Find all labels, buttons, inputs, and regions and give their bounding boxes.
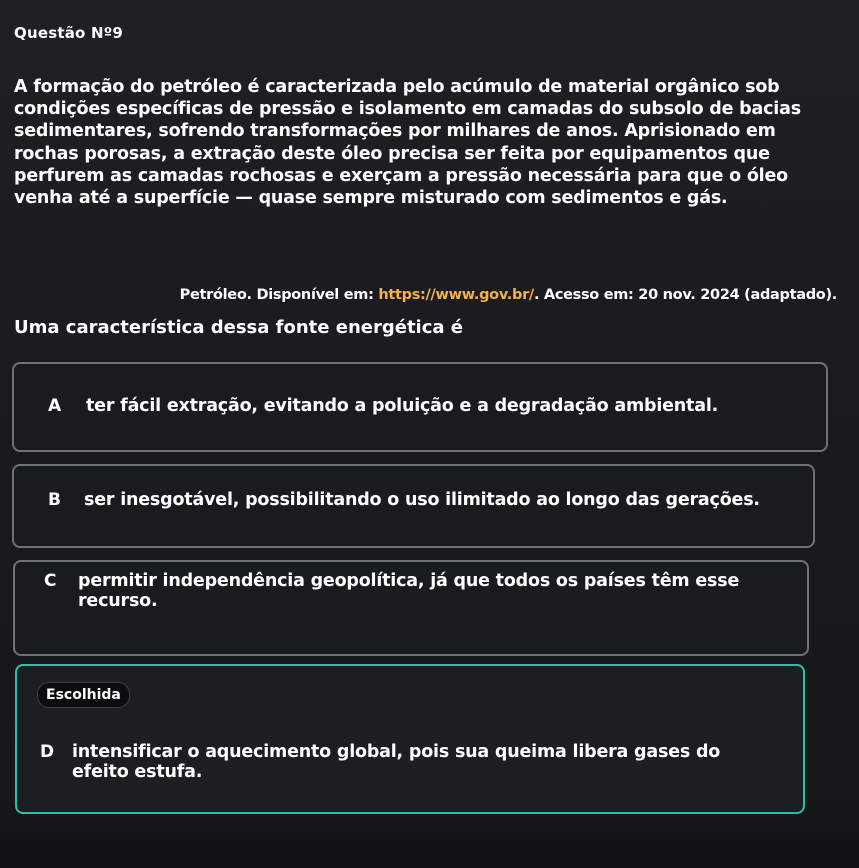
question-prompt: Uma característica dessa fonte energética é	[14, 317, 464, 338]
answer-option-b[interactable]	[12, 464, 815, 548]
option-letter: A	[48, 396, 62, 416]
source-suffix: . Acesso em: 20 nov. 2024 (adaptado).	[533, 287, 837, 303]
option-text: permitir independência geopolítica, já que todos os países têm esse recurso.	[78, 571, 740, 611]
selected-badge: Escolhida	[37, 682, 130, 708]
answer-option-c[interactable]	[13, 560, 809, 656]
answer-option-d-selected[interactable]	[15, 664, 805, 814]
option-letter: C	[44, 571, 57, 591]
option-letter: D	[40, 742, 55, 762]
question-passage: A formação do petróleo é caracterizada pelo acúmulo de material orgânico sob condições específicas de pressão e isolamento em camadas do subsolo de bacias sedimentares, sofrendo transformações por milhares de anos. Aprisionado em rochas porosas, a extração deste óleo precisa ser feita por equipamentos que perfurem as camadas rochosas e exerçam a pressão necessária para que o óleo venha até a superfície — quase sempre misturado com sedimentos e gás.	[14, 77, 801, 209]
option-letter: B	[48, 490, 61, 510]
option-text: ser inesgotável, possibilitando o uso ilimitado ao longo das gerações.	[84, 490, 760, 510]
option-text: ter fácil extração, evitando a poluição e a degradação ambiental.	[86, 396, 719, 416]
answer-option-a[interactable]	[12, 362, 828, 452]
source-prefix: Petróleo. Disponível em:	[179, 287, 379, 303]
source-link[interactable]: https://www.gov.br/	[378, 287, 534, 303]
passage-source	[180, 287, 837, 303]
question-title: Questão Nº9	[14, 24, 124, 42]
option-text: intensificar o aquecimento global, pois sua queima libera gases do efeito estufa.	[72, 742, 721, 782]
bottom-shadow	[0, 832, 859, 868]
